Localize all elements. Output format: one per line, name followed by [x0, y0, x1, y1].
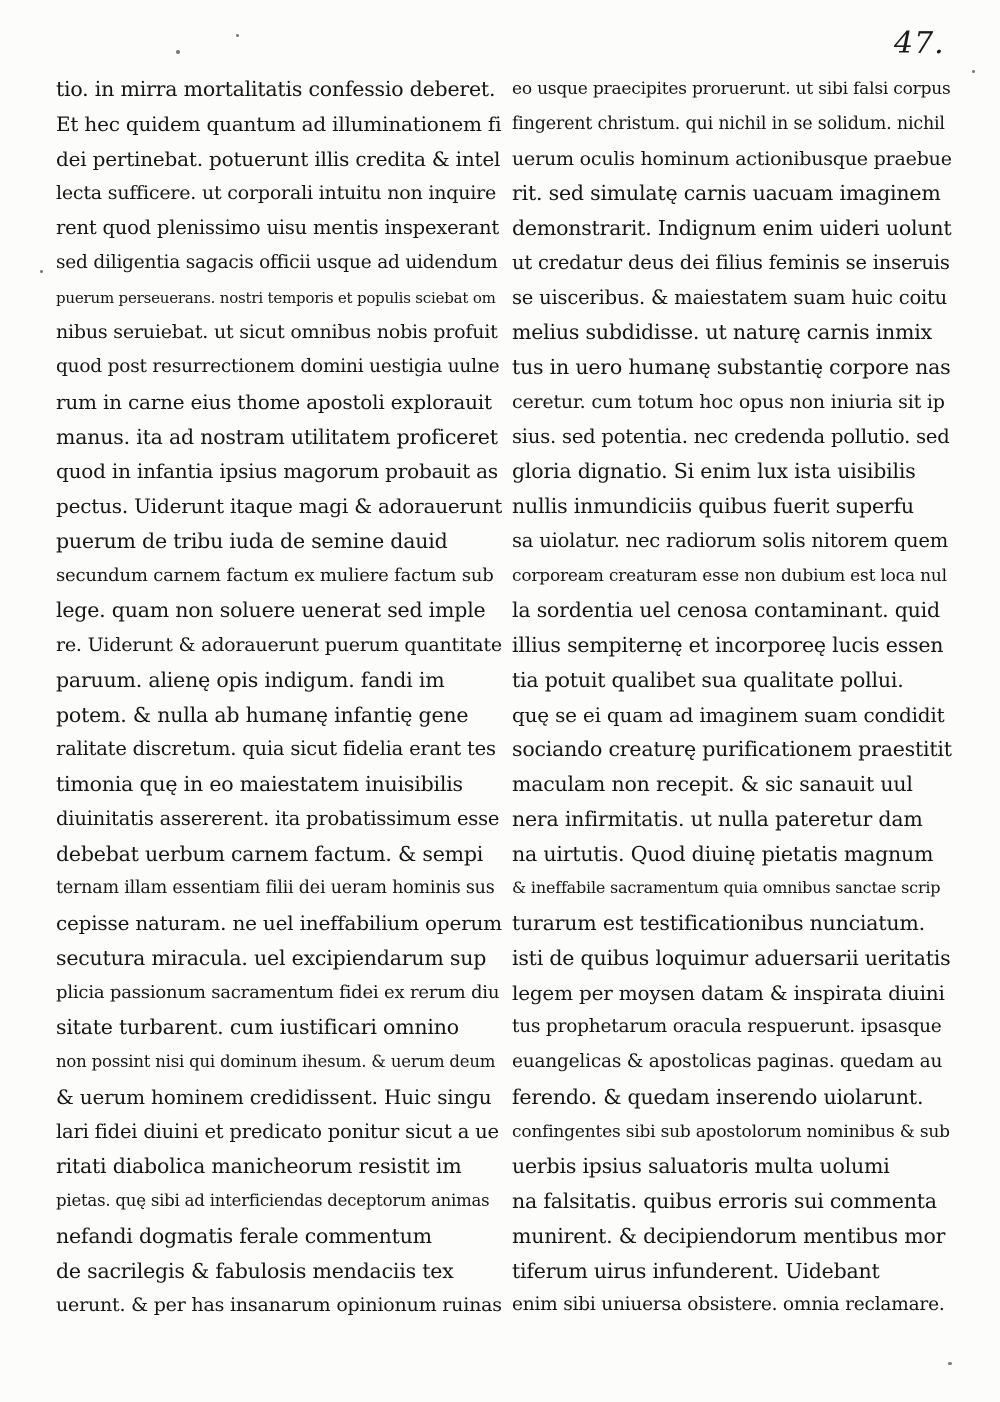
text-line: secundum carnem factum ex muliere factum sub — [56, 564, 494, 586]
text-line: uerunt. & per has insanarum opinionum ruinas — [56, 1294, 502, 1317]
text-line: la sordentia uel cenosa contaminant. quid — [512, 598, 940, 623]
text-line: lari fidei diuini et predicato ponitur sicut a ue — [56, 1119, 499, 1143]
text-line: demonstrarit. Indignum enim uideri uolunt — [512, 216, 952, 240]
text-line: sa uiolatur. nec radiorum solis nitorem quem — [512, 528, 949, 552]
text-line: ritati diabolica manicheorum resistit im — [56, 1154, 462, 1179]
text-line: isti de quibus loquimur aduersarii ueritatis — [512, 945, 951, 970]
text-line: Et hec quidem quantum ad illuminationem fi — [56, 111, 502, 136]
text-line: dei pertinebat. potuerunt illis credita & intel — [56, 146, 501, 171]
ink-speck — [176, 50, 180, 54]
text-line: sius. sed potentia. nec credenda pollutio. sed — [512, 424, 950, 448]
text-line: potem. & nulla ab humanę infantię gene — [56, 702, 469, 727]
text-line: & uerum hominem credidissent. Huic singu — [56, 1084, 492, 1109]
text-line: legem per moysen datam & inspirata diuini — [512, 980, 945, 1005]
folio-number: 47. — [894, 26, 945, 61]
text-line: lege. quam non soluere uenerat sed imple — [56, 598, 486, 623]
text-line: tus prophetarum oracula respuerunt. ipsasque — [512, 1016, 942, 1038]
text-line: gloria dignatio. Si enim lux ista uisibilis — [512, 459, 916, 484]
text-line: ternam illam essentiam filii dei ueram hominis sus — [56, 878, 495, 899]
text-line: non possint nisi qui dominum ihesum. & uerum deum — [56, 1052, 496, 1071]
text-line: sitate turbarent. cum iustificari omnino — [56, 1015, 459, 1040]
ink-speck — [40, 270, 43, 273]
ink-speck — [948, 1362, 952, 1365]
ink-speck — [972, 70, 975, 73]
text-line: ut credatur deus dei filius feminis se inseruis — [512, 250, 950, 274]
text-line: na falsitatis. quibus erroris sui commenta — [512, 1189, 937, 1213]
text-line: uerum oculis hominum actionibusque praebue — [512, 147, 952, 170]
text-line: sociando creaturę purificationem praestitit — [512, 737, 952, 762]
text-line: maculam non recepit. & sic sanauit uul — [512, 772, 913, 796]
ink-speck — [236, 34, 239, 37]
text-line: de sacrilegis & fabulosis mendaciis tex — [56, 1258, 454, 1283]
text-line: puerum de tribu iuda de semine dauid — [56, 528, 448, 553]
text-line: melius subdidisse. ut naturę carnis inmix — [512, 320, 933, 345]
text-line: ferendo. & quedam inserendo uiolarunt. — [512, 1084, 924, 1109]
text-line: enim sibi uniuersa obsistere. omnia reclamare. — [512, 1294, 945, 1316]
text-line: pectus. Uiderunt itaque magi & adorauerunt — [56, 494, 502, 518]
text-line: turarum est testificationibus nunciatum. — [512, 911, 925, 935]
text-line: rum in carne eius thome apostoli explorauit — [56, 389, 492, 414]
text-line: diuinitatis assererent. ita probatissimum esse — [56, 806, 500, 830]
text-line: cepisse naturam. ne uel ineffabilium operum — [56, 911, 502, 935]
text-line: quod in infantia ipsius magorum probauit as — [56, 459, 498, 484]
text-line: tus in uero humanę substantię corpore nas — [512, 355, 951, 379]
text-line: uerbis ipsius saluatoris multa uolumi — [512, 1154, 890, 1179]
text-line: nibus seruiebat. ut sicut omnibus nobis profuit — [56, 321, 498, 344]
text-line: debebat uerbum carnem factum. & sempi — [56, 841, 484, 866]
text-line: pietas. quę sibi ad interficiendas deceptorum animas — [56, 1191, 490, 1210]
text-line: ralitate discretum. quia sicut fidelia erant tes — [56, 737, 496, 761]
text-line: & ineffabile sacramentum quia omnibus sanctae scrip — [512, 878, 941, 898]
text-line: nefandi dogmatis ferale commentum — [56, 1223, 432, 1248]
text-line: tiferum uirus infunderent. Uidebant — [512, 1258, 880, 1283]
text-line: rit. sed simulatę carnis uacuam imaginem — [512, 181, 941, 206]
text-line: euangelicas & apostolicas paginas. quedam au — [512, 1051, 943, 1072]
text-line: munirent. & decipiendorum mentibus mor — [512, 1223, 946, 1248]
text-line: lecta sufficere. ut corporali intuitu non inquire — [56, 182, 497, 205]
text-line: ceretur. cum totum hoc opus non iniuria sit ip — [512, 390, 945, 413]
text-line: quę se ei quam ad imaginem suam condidit — [512, 702, 945, 727]
text-line: manus. ita ad nostram utilitatem proficeret — [56, 424, 498, 449]
text-line: sed diligentia sagacis officii usque ad uidendum — [56, 251, 498, 273]
text-line: rent quod plenissimo uisu mentis inspexerant — [56, 216, 499, 239]
text-line: corpoream creaturam esse non dubium est loca nul — [512, 565, 947, 586]
text-line: quod post resurrectionem domini uestigia uulne — [56, 356, 500, 377]
text-line: tia potuit qualibet sua qualitate pollui. — [512, 667, 904, 692]
text-line: fingerent christum. qui nichil in se solidum. nichil — [512, 113, 945, 134]
text-line: confingentes sibi sub apostolorum nominibus & sub — [512, 1121, 950, 1142]
text-line: re. Uiderunt & adorauerunt puerum quantitate — [56, 634, 502, 656]
text-line: illius sempiternę et incorporeę lucis essen — [512, 633, 944, 657]
text-line: paruum. alienę opis indigum. fandi im — [56, 667, 445, 692]
text-line: na uirtutis. Quod diuinę pietatis magnum — [512, 841, 934, 866]
text-line: tio. in mirra mortalitatis confessio deberet. — [56, 77, 496, 101]
right-text-column — [512, 72, 952, 1323]
text-line: nera infirmitatis. ut nulla pateretur dam — [512, 806, 923, 831]
text-line: puerum perseuerans. nostri temporis et populis sciebat om — [56, 288, 496, 307]
text-line: secutura miracula. uel excipiendarum sup — [56, 945, 487, 970]
text-line: se uisceribus. & maiestatem suam huic coitu — [512, 285, 948, 309]
text-line: timonia quę in eo maiestatem inuisibilis — [56, 772, 463, 796]
left-text-column — [56, 72, 502, 1323]
text-line: nullis inmundiciis quibus fuerit superfu — [512, 494, 914, 518]
text-line: plicia passionum sacramentum fidei ex rerum diu — [56, 981, 500, 1003]
text-line: eo usque praecipites proruerunt. ut sibi falsi corpus — [512, 79, 951, 99]
